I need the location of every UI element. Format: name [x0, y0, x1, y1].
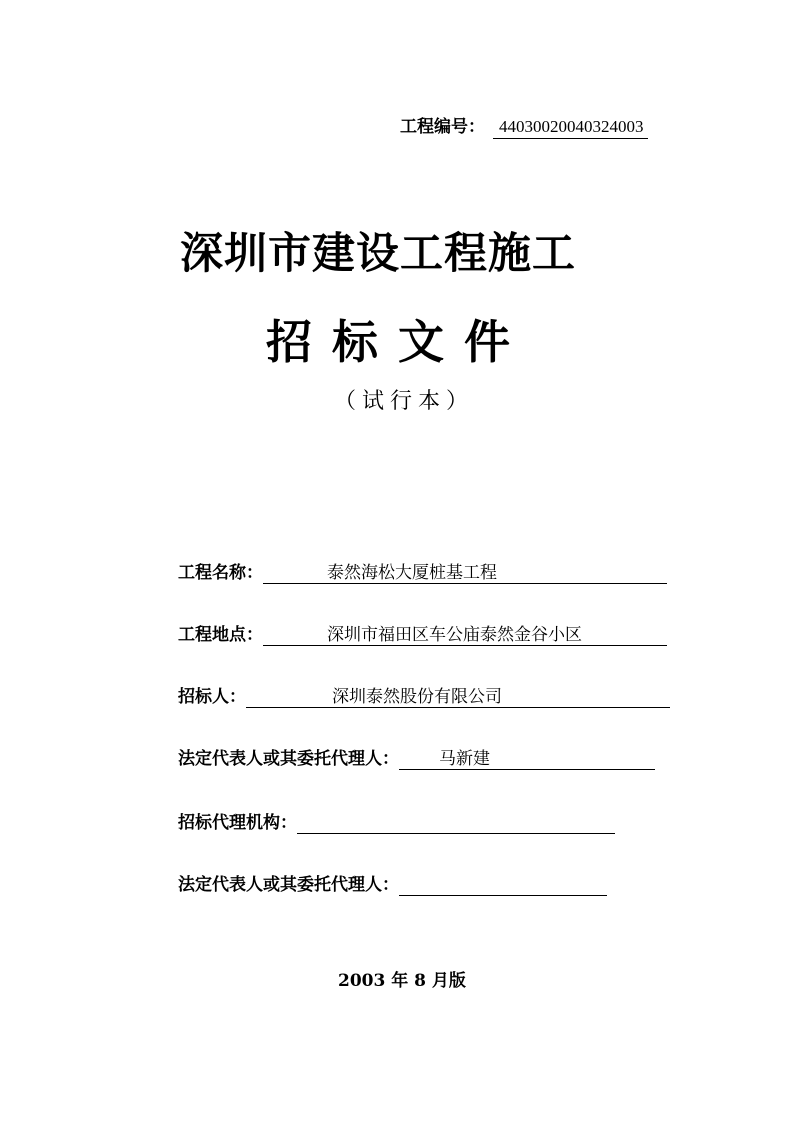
- project-name-value: 泰然海松大厦桩基工程: [263, 562, 667, 584]
- tender-agency-field: [178, 810, 615, 834]
- tenderer-value: 深圳泰然股份有限公司: [246, 686, 670, 708]
- tenderer-label: 招标人：: [178, 687, 246, 707]
- tender-agency-value: [297, 812, 615, 834]
- project-location-label: 工程地点：: [178, 625, 263, 645]
- project-name-label: 工程名称：: [178, 563, 263, 583]
- edition-date: 2003 年 8 月版: [338, 971, 466, 991]
- legal-representative-label-2: 法定代表人或其委托代理人：: [178, 875, 399, 895]
- legal-representative-value-1: 马新建: [399, 748, 655, 770]
- project-number-value: 44030020040324003: [493, 117, 648, 139]
- project-location-value: 深圳市福田区车公庙泰然金谷小区: [263, 624, 667, 646]
- legal-representative-label-1: 法定代表人或其委托代理人：: [178, 749, 399, 769]
- document-subtitle: （试行本）: [334, 389, 475, 414]
- project-name-field: [178, 560, 667, 584]
- project-location-field: [178, 622, 667, 646]
- legal-representative-field-2: [178, 872, 607, 896]
- legal-representative-field-1: [178, 746, 655, 770]
- document-title-line-2: 招标文件: [266, 315, 530, 369]
- project-number-label: 工程编号：: [400, 117, 485, 137]
- project-number: [400, 112, 648, 139]
- tenderer-field: [178, 684, 670, 708]
- legal-representative-value-2: [399, 874, 607, 896]
- document-title-line-1: 深圳市建设工程施工: [180, 229, 576, 279]
- tender-agency-label: 招标代理机构：: [178, 813, 297, 833]
